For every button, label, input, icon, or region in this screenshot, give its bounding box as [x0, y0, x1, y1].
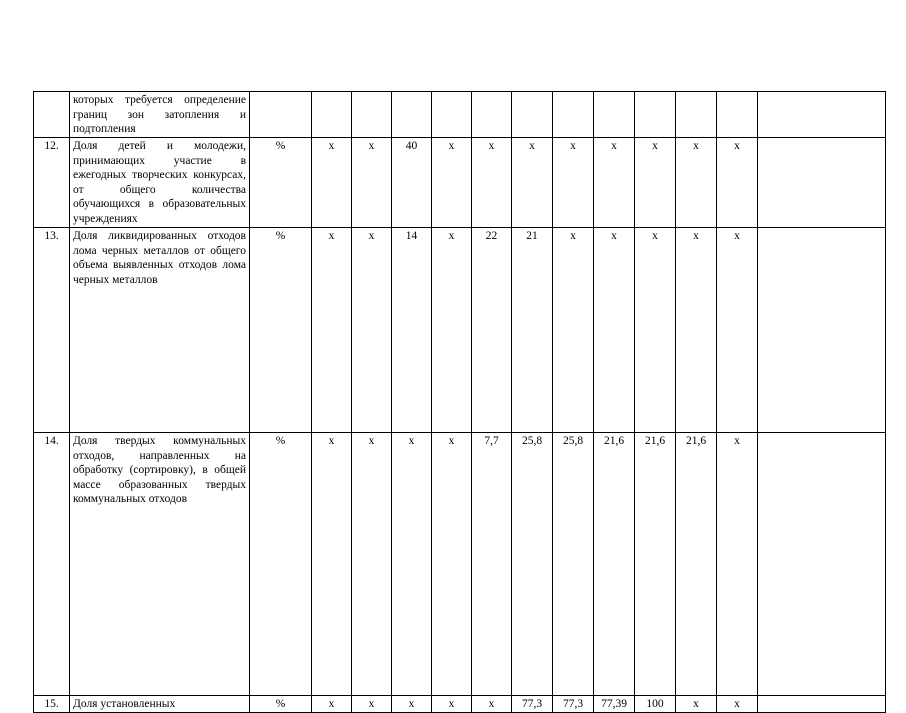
value-cell — [758, 228, 886, 433]
table-row — [34, 433, 886, 696]
value-cell — [635, 92, 676, 138]
value-cell: 21,6 — [635, 433, 676, 696]
indicator-name: Доля установленных — [70, 696, 250, 713]
row-number: 13. — [34, 228, 70, 433]
value-cell: х — [635, 138, 676, 228]
value-cell: 7,7 — [472, 433, 512, 696]
table-body — [34, 92, 886, 713]
value-cell: х — [512, 138, 553, 228]
unit-cell — [250, 92, 312, 138]
value-cell: х — [717, 696, 758, 713]
value-cell: 77,3 — [553, 696, 594, 713]
value-cell: х — [635, 228, 676, 433]
value-cell: 40 — [392, 138, 432, 228]
value-cell: х — [553, 138, 594, 228]
value-cell: 14 — [392, 228, 432, 433]
indicator-name: Доля ликвидированных отходов лома черных металлов от общего объема выявленных отходов лома черных металлов — [70, 228, 250, 433]
value-cell: х — [676, 228, 717, 433]
row-number — [34, 92, 70, 138]
table-row — [34, 696, 886, 713]
indicator-name: Доля детей и молодежи, принимающих участие в ежегодных творческих конкурсах, от общего количества обучающихся в образовательных учреждениях — [70, 138, 250, 228]
value-cell: х — [472, 138, 512, 228]
value-cell — [758, 138, 886, 228]
table-row — [34, 138, 886, 228]
value-cell — [432, 92, 472, 138]
value-cell: х — [392, 696, 432, 713]
value-cell — [758, 92, 886, 138]
unit-cell: % — [250, 228, 312, 433]
value-cell: х — [312, 228, 352, 433]
value-cell: х — [312, 138, 352, 228]
unit-cell: % — [250, 138, 312, 228]
value-cell — [472, 92, 512, 138]
value-cell: х — [432, 433, 472, 696]
indicator-name: которых требуется определение границ зон затопления и подтопления — [70, 92, 250, 138]
value-cell: х — [594, 138, 635, 228]
value-cell: х — [676, 138, 717, 228]
value-cell: 100 — [635, 696, 676, 713]
table-row — [34, 228, 886, 433]
indicator-name: Доля твердых коммунальных отходов, направленных на обработку (сортировку), в общей массе образованных твердых коммунальных отходов — [70, 433, 250, 696]
indicators-table — [33, 91, 886, 713]
value-cell: х — [432, 696, 472, 713]
row-number: 12. — [34, 138, 70, 228]
value-cell — [553, 92, 594, 138]
unit-cell: % — [250, 433, 312, 696]
value-cell — [512, 92, 553, 138]
value-cell: 77,3 — [512, 696, 553, 713]
value-cell — [676, 92, 717, 138]
row-number: 15. — [34, 696, 70, 713]
table-row — [34, 92, 886, 138]
value-cell: х — [352, 138, 392, 228]
value-cell — [312, 92, 352, 138]
value-cell — [392, 92, 432, 138]
unit-cell: % — [250, 696, 312, 713]
value-cell: 25,8 — [512, 433, 553, 696]
value-cell — [594, 92, 635, 138]
value-cell: х — [352, 228, 392, 433]
value-cell: х — [312, 433, 352, 696]
value-cell: 21,6 — [676, 433, 717, 696]
value-cell: х — [553, 228, 594, 433]
value-cell: х — [432, 228, 472, 433]
value-cell: х — [352, 433, 392, 696]
value-cell: х — [594, 228, 635, 433]
value-cell: х — [676, 696, 717, 713]
value-cell: 21,6 — [594, 433, 635, 696]
value-cell: 77,39 — [594, 696, 635, 713]
value-cell: х — [472, 696, 512, 713]
value-cell: 25,8 — [553, 433, 594, 696]
value-cell: х — [432, 138, 472, 228]
value-cell — [758, 696, 886, 713]
value-cell: 21 — [512, 228, 553, 433]
row-number: 14. — [34, 433, 70, 696]
value-cell — [352, 92, 392, 138]
value-cell: х — [392, 433, 432, 696]
value-cell: х — [717, 433, 758, 696]
value-cell — [717, 92, 758, 138]
value-cell: х — [312, 696, 352, 713]
value-cell: 22 — [472, 228, 512, 433]
value-cell — [758, 433, 886, 696]
value-cell: х — [717, 228, 758, 433]
value-cell: х — [352, 696, 392, 713]
value-cell: х — [717, 138, 758, 228]
